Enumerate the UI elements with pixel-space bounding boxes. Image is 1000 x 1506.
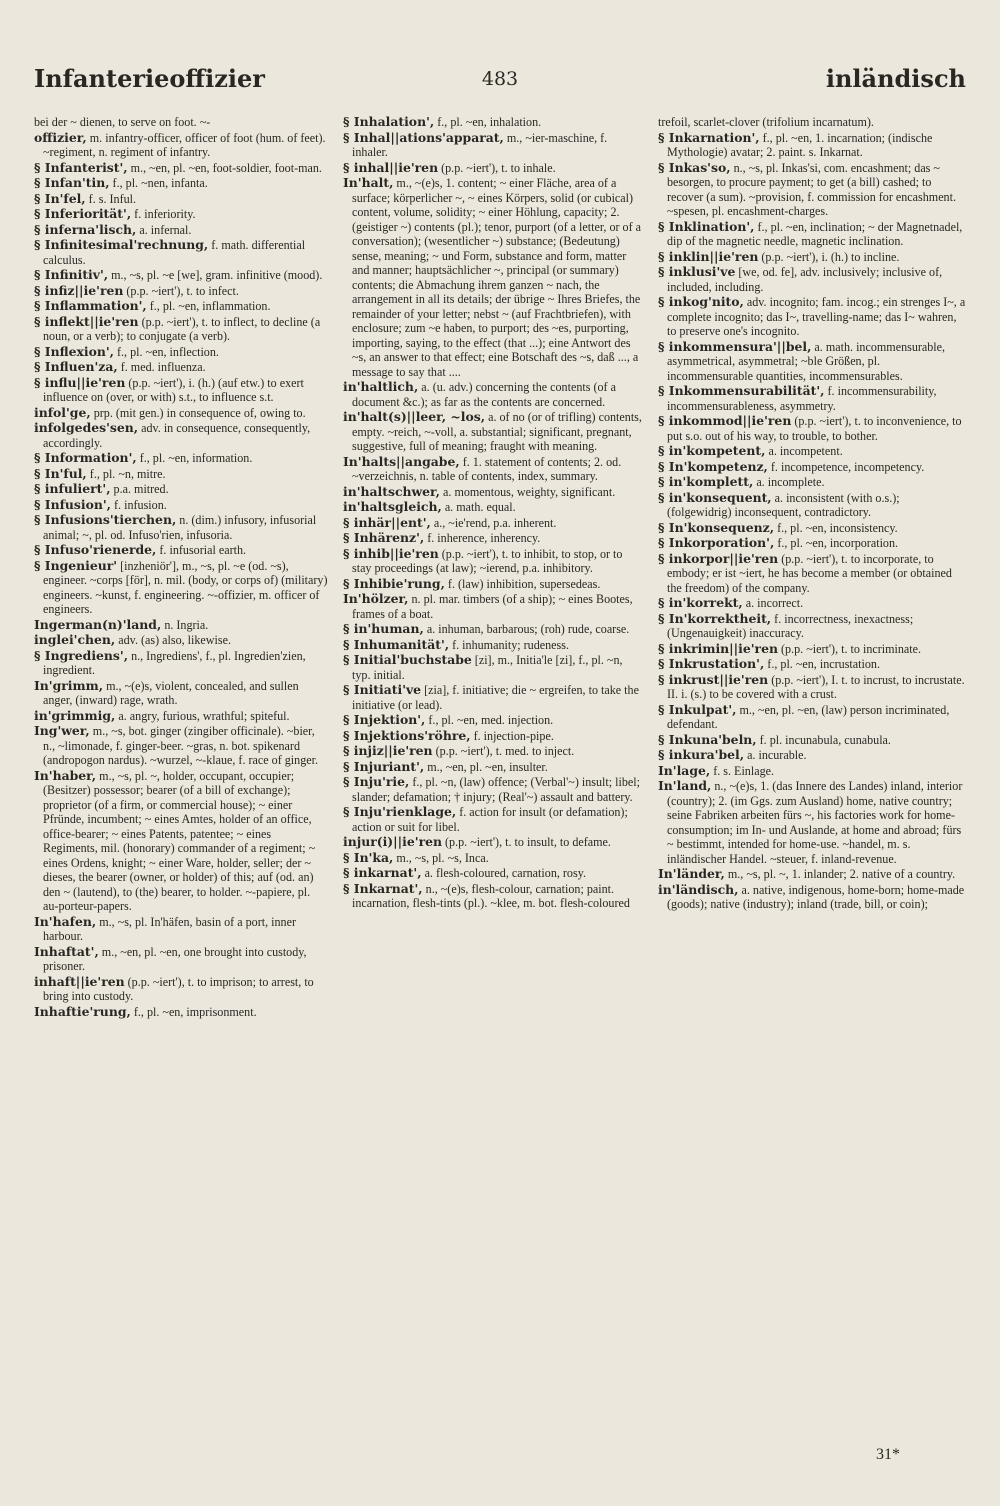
entry-definition: f., pl. ~nen, infanta. [112, 176, 208, 190]
entry-definition: m., ~s, pl. ~s, Inca. [396, 850, 489, 865]
dictionary-entry [34, 975, 328, 1004]
entry-definition: f. pl. incunabula, cunabula. [759, 732, 891, 747]
entry-headword: § In'kompetenz, [658, 458, 768, 474]
dictionary-entry [658, 220, 966, 249]
entry-definition: [we, od. fe], adv. inclusively; inclusive of, included, including. [667, 265, 943, 294]
entry-definition: p.a. mitred. [113, 482, 169, 496]
entry-definition: f. s. Einlage. [713, 763, 775, 778]
dictionary-entry [343, 882, 643, 911]
entry-headword: § injiz||ie'ren [343, 743, 433, 758]
entry-headword: § influ||ie'ren [34, 374, 126, 390]
dictionary-entry [658, 733, 966, 748]
entry-headword: § Inkrustation', [658, 656, 765, 671]
entry-definition: m., ~(e)s, 1. content; ~ einer Fläche, area of a surface; körperlicher ~, ~ eines Körpers, solid (or cubical) content, volume, solidity; ~ einer Höhlung, capacity; 2. (geistiger ~) contents (pl.); tenor, purport (of a letter, or of a conversation); (wesentlicher ~) substance; (Bedeutung) sense, meaning; ~ und Form, substance and form, matter and manner; hauptsächlicher ~, principal (or summary) contents; die Abmachung ihrem ganzen ~ nach, the arrangement in all its details; der übrige ~ Ihres Briefes, the remainder of your letter; nebst ~ (auf Frachtbriefen), with enclosure; zum ~e haben, to purport; des ~es, purporting, importing, saying, to the effect (that ...); eine Antwort des ~s, an answer to that effect; eine Botschaft des ~s, daß ..., a message to say that .... [352, 176, 642, 379]
entry-headword: § Inflexion', [34, 343, 114, 359]
dictionary-entry [343, 380, 643, 409]
entry-definition: (p.p. ~iert'), t. to incriminate. [781, 641, 922, 656]
entry-definition: f., pl. ~en, inclination; ~ der Magnetnadel, dip of the magnetic needle, magnetic inclination. [667, 219, 963, 248]
entry-definition: a. math. incommensurable, asymmetrical, asymmetral; ~ble Größen, pl. incommensurable quantities, incommensurables. [667, 339, 946, 383]
column-2 [343, 115, 643, 1445]
entry-headword: § inhär||ent', [343, 514, 431, 530]
dictionary-entry [343, 805, 643, 834]
dictionary-entry [34, 376, 328, 405]
entry-definition: f. inferiority. [134, 207, 196, 221]
entry-definition: (p.p. ~iert'), t. to inhale. [441, 160, 556, 175]
entry-definition: f. med. influenza. [120, 360, 206, 374]
entry-definition: (p.p. ~iert'), i. (h.) to incline. [761, 249, 900, 264]
entry-headword: § Inju'rie, [343, 774, 410, 789]
entry-definition: f. injection-pipe. [473, 728, 554, 743]
dictionary-entry [343, 161, 643, 176]
entry-headword: § Initiati've [343, 682, 422, 697]
entry-headword: § inkrust||ie'ren [658, 671, 769, 687]
entry-definition: (p.p. ~iert'), t. to inconvenience, to put s.o. out of his way, to trouble, to bother. [667, 414, 962, 443]
entry-definition: n. (dim.) infusory, infusorial animal; ~, pl. od. Infuso'rien, infusoria. [43, 513, 317, 542]
dictionary-entry [34, 467, 328, 482]
entry-definition: m., ~en, pl. ~en, foot-soldier, foot-man. [130, 160, 322, 175]
entry-definition: f. 1. statement of contents; 2. od. ~verzeichnis, n. table of contents, index, summary. [352, 454, 622, 483]
entry-headword: § Ingrediens', [34, 647, 129, 663]
dictionary-entry [343, 866, 643, 881]
dictionary-entry [34, 543, 328, 558]
dictionary-entry [34, 679, 328, 708]
signature-mark: 31* [876, 1446, 900, 1463]
entry-definition: (p.p. ~iert'), t. to imprison; to arrest, to bring into custody. [43, 974, 314, 1003]
dictionary-entry [34, 482, 328, 497]
entry-headword: § Inferiorität', [34, 206, 132, 221]
entry-definition: a. math. equal. [444, 500, 516, 514]
dictionary-entry [343, 485, 643, 500]
entry-headword: Inhaftat', [34, 943, 99, 959]
entry-headword: § inhib||ie'ren [343, 545, 439, 561]
dictionary-entry [343, 653, 643, 682]
entry-definition: prp. (mit gen.) in consequence of, owing to. [93, 405, 306, 420]
column-3 [658, 115, 966, 1445]
entry-definition: f. inherence, inherency. [427, 531, 541, 545]
dictionary-entry [34, 115, 328, 130]
dictionary-entry [34, 421, 328, 450]
entry-definition: a. of no (or of trifling) contents, empty. ~reich, ~-voll, a. substantial; significant, pregnant, suggestive, full of meaning; fraught with meaning. [352, 410, 642, 453]
running-head-left: Infanterieoffizier [34, 64, 265, 93]
entry-definition: a. inhuman, barbarous; (roh) rude, coarse. [426, 622, 630, 636]
entry-definition: a. infernal. [139, 222, 192, 237]
dictionary-entry [34, 769, 328, 914]
entry-headword: in'grimmig, [34, 707, 116, 723]
entry-headword: § Infusions'tierchen, [34, 512, 177, 527]
dictionary-entry [343, 729, 643, 744]
entry-headword: § Inkuna'beln, [658, 731, 757, 747]
entry-definition: a. (u. adv.) concerning the contents (of a document &c.); as far as the contents are concerned. [352, 380, 616, 409]
entry-headword: offizier, [34, 129, 87, 145]
entry-headword: § Inhalation', [343, 115, 435, 129]
dictionary-entry [658, 748, 966, 763]
entry-headword: § inkrimin||ie'ren [658, 640, 778, 656]
entry-headword: In'hafen, [34, 913, 97, 929]
dictionary-entry [34, 451, 328, 466]
dictionary-entry [34, 513, 328, 542]
entry-definition: (p.p. ~iert'), t. to insult, to defame. [445, 835, 611, 849]
entry-headword: In'land, [658, 778, 712, 793]
entry-definition: m., ~en, pl. ~en, (law) person incriminated, defendant. [667, 702, 950, 731]
dictionary-entry [658, 414, 966, 443]
entry-definition: adv. incognito; fam. incog.; ein strenges I~, a complete incognito; das I~, travelling-name; das I~ wahren, to preserve one's incognito. [667, 295, 966, 338]
entry-headword: § Injuriant', [343, 758, 425, 774]
entry-headword: § in'konsequent, [658, 489, 772, 505]
entry-definition: (p.p. ~iert'), t. med. to inject. [435, 744, 575, 758]
entry-definition: n., Ingrediens', f., pl. Ingredien'zien, ingredient. [43, 648, 306, 677]
dictionary-entry [658, 657, 966, 672]
entry-definition: a. momentous, weighty, significant. [443, 484, 616, 499]
entry-definition: f., pl. ~en, inhalation. [437, 115, 542, 129]
dictionary-entry [658, 384, 966, 413]
entry-definition: m., ~en, pl. ~en, one brought into custody, prisoner. [43, 944, 307, 973]
dictionary-entry [34, 649, 328, 678]
dictionary-entry [658, 612, 966, 641]
entry-headword: § Inflammation', [34, 298, 147, 313]
entry-definition: f. inhumanity; rudeness. [452, 637, 569, 652]
entry-headword: § In'korrektheit, [658, 610, 772, 626]
entry-definition: bei der ~ dienen, to serve on foot. ~- [34, 115, 211, 129]
entry-headword: § Influen'za, [34, 359, 118, 374]
entry-headword: in'ländisch, [658, 881, 739, 897]
entry-definition: f. (law) inhibition, supersedeas. [447, 576, 601, 591]
entry-headword: Inhaftie'rung, [34, 1003, 131, 1019]
dictionary-entry [34, 268, 328, 283]
entry-definition: f., pl. ~n, mitre. [89, 466, 166, 481]
entry-headword: § Inkas'so, [658, 159, 731, 175]
entry-definition: f., pl. ~en, inconsistency. [777, 520, 898, 535]
entry-definition: n., ~(e)s, 1. (das Innere des Landes) inland, interior (country); 2. (im Ggs. zum Ausland) home, native country; seine Fabriken arbeiten fürs ~, his factories work for home-consumption; im In- und Auslande, at home and abroad; fürs ~ bestimmt, intended for home-use. ~handel, m. s. inländischer Handel. ~steuer, f. inland-revenue. [667, 779, 963, 866]
entry-definition: f., pl. ~n, (law) offence; (Verbal'~) insult; libel; slander; defamation; † injury; (Real'~) assault and battery. [352, 775, 640, 804]
entry-definition: f., pl. ~en, inflection. [117, 344, 219, 359]
entry-definition: f. incommensurability, incommensurableness, asymmetry. [667, 384, 937, 413]
entry-definition: m., ~s, pl. In'häfen, basin of a port, inner harbour. [43, 914, 297, 943]
entry-definition: a. incompetent. [768, 444, 843, 458]
entry-definition: m., ~ier-maschine, f. inhaler. [352, 130, 608, 159]
entry-headword: § Infuso'rienerde, [34, 542, 157, 557]
entry-definition: m., ~s, pl. ~e [we], gram. infinitive (mood). [111, 268, 323, 282]
entry-definition: f., pl. ~en, imprisonment. [133, 1004, 257, 1019]
entry-headword: § in'komplett, [658, 474, 754, 489]
entry-headword: § inkommod||ie'ren [658, 413, 792, 428]
dictionary-entry [658, 867, 966, 882]
dictionary-entry [34, 223, 328, 238]
entry-headword: § in'human, [343, 621, 424, 636]
entry-headword: infol'ge, [34, 404, 91, 420]
entry-headword: inglei'chen, [34, 632, 116, 647]
dictionary-entry [658, 265, 966, 294]
entry-headword: § in'korrekt, [658, 595, 743, 610]
entry-headword: § In'ful, [34, 465, 87, 481]
entry-headword: § Inhal||ations'apparat, [343, 129, 504, 145]
entry-definition: (p.p. ~iert'), I. t. to incrust, to incrustate. II. i. (s.) to be covered with a crust. [667, 672, 965, 701]
dictionary-entry [343, 713, 643, 728]
entry-headword: § inflekt||ie'ren [34, 313, 139, 329]
dictionary-entry [658, 536, 966, 551]
entry-headword: § Inklination', [658, 218, 755, 234]
entry-headword: § infuliert', [34, 481, 111, 496]
dictionary-entry [343, 176, 643, 379]
dictionary-entry [343, 744, 643, 759]
dictionary-entry [658, 673, 966, 702]
dictionary-entry [658, 161, 966, 219]
dictionary-entry [658, 883, 966, 912]
entry-definition: f. infusion. [114, 497, 167, 512]
entry-headword: § Initial'buchstabe [343, 652, 472, 667]
entry-headword: § Infanterist', [34, 159, 128, 175]
entry-headword: § Inhibie'rung, [343, 575, 445, 591]
running-head-right: inländisch [825, 64, 966, 93]
entry-definition: (p.p. ~iert'), t. to inflect, to decline (a noun, or a verb); to conjugate (a verb). [43, 314, 321, 343]
entry-definition: m. infantry-officer, officer of foot (hum. of feet). ~regiment, n. regiment of infantry. [43, 130, 326, 159]
entry-definition: a. native, indigenous, home-born; home-made (goods); native (industry); inland (trade, bill, or coin); [667, 882, 965, 911]
entry-headword: § In'ka, [343, 849, 394, 865]
entry-headword: § Inkulpat', [658, 701, 737, 717]
entry-headword: in'haltsgleich, [343, 499, 442, 514]
dictionary-entry [34, 1005, 328, 1020]
dictionary-entry [34, 360, 328, 375]
dictionary-entry [343, 516, 643, 531]
dictionary-entry [34, 299, 328, 314]
entry-definition: (p.p. ~iert'), t. to infect. [126, 283, 239, 298]
entry-definition: f., pl. ~en, inflammation. [149, 299, 271, 313]
entry-headword: § inkarnat', [343, 865, 422, 880]
dictionary-entry [34, 559, 328, 617]
entry-headword: § Infan'tin, [34, 175, 110, 190]
entry-headword: In'halt, [343, 175, 394, 190]
entry-headword: infolgedes'sen, [34, 420, 139, 435]
entry-definition: n. Ingria. [164, 617, 209, 632]
dictionary-entry [34, 945, 328, 974]
dictionary-entry [343, 115, 643, 130]
dictionary-entry [343, 638, 643, 653]
entry-definition: f. math. differential calculus. [43, 238, 306, 267]
entry-headword: § Inkommensurabilität', [658, 383, 825, 398]
dictionary-entry [34, 284, 328, 299]
dictionary-entry [658, 475, 966, 490]
entry-headword: § inklusi've [658, 264, 736, 279]
entry-headword: § Ingenieur' [34, 557, 118, 573]
entry-headword: § Infinitiv', [34, 267, 109, 282]
dictionary-entry [658, 779, 966, 866]
dictionary-entry [658, 596, 966, 611]
entry-definition: (p.p. ~iert'), t. to inhibit, to stop, or to stay proceedings (at law); ~ierend, p.a. inhibitory. [352, 546, 623, 575]
dictionary-entry [34, 618, 328, 633]
dictionary-entry [34, 161, 328, 176]
dictionary-entry [658, 460, 966, 475]
dictionary-entry [343, 835, 643, 850]
dictionary-entry [658, 552, 966, 596]
entry-headword: § Inkarnat', [343, 880, 423, 896]
entry-headword: § Infusion', [34, 496, 111, 512]
dictionary-entry [34, 724, 328, 768]
entry-definition: f. action for insult (or defamation); action or suit for libel. [352, 805, 628, 834]
entry-headword: Ing'wer, [34, 723, 90, 738]
dictionary-entry [658, 115, 966, 130]
entry-headword: § inkura'bel, [658, 747, 745, 762]
entry-headword: § infiz||ie'ren [34, 282, 124, 298]
entry-headword: § Inhumanität', [343, 636, 450, 652]
dictionary-entry [658, 131, 966, 160]
entry-headword: § inhal||ie'ren [343, 159, 439, 175]
dictionary-entry [658, 250, 966, 265]
entry-definition: a. incomplete. [756, 475, 825, 489]
entry-definition: f., pl. ~en, incorporation. [777, 536, 899, 550]
entry-definition: [zi], m., Initia'le [zi], f., pl. ~n, typ. initial. [352, 653, 623, 682]
column-1 [34, 115, 328, 1445]
dictionary-entry [658, 642, 966, 657]
entry-headword: In'haber, [34, 767, 97, 783]
dictionary-entry [34, 131, 328, 160]
dictionary-entry [34, 207, 328, 222]
entry-definition: f. infusorial earth. [159, 543, 247, 557]
dictionary-entry [34, 192, 328, 207]
entry-definition: f., pl. ~en, med. injection. [428, 713, 554, 727]
dictionary-entry [34, 176, 328, 191]
dictionary-entry [658, 521, 966, 536]
dictionary-entry [34, 709, 328, 724]
entry-definition: (p.p. ~iert'), i. (h.) (auf etw.) to exert influence on (over, or with) s.t., to influence s.t. [43, 375, 304, 404]
dictionary-entry [34, 315, 328, 344]
dictionary-entry [343, 760, 643, 775]
entry-headword: § inkog'nito, [658, 294, 744, 309]
dictionary-entry [343, 622, 643, 637]
entry-definition: adv. in consequence, consequently, accordingly. [43, 421, 311, 450]
dictionary-entry [658, 295, 966, 339]
entry-headword: in'halt(s)||leer, ~los, [343, 409, 486, 424]
entry-headword: § In'fel, [34, 190, 86, 206]
entry-definition: f. incompetence, incompetency. [770, 459, 925, 474]
entry-headword: § Inkarnation', [658, 129, 760, 145]
entry-definition: a. incorrect. [745, 596, 804, 610]
dictionary-entry [34, 498, 328, 513]
entry-headword: § Information', [34, 450, 137, 465]
dictionary-entry [34, 406, 328, 421]
entry-definition: a. angry, furious, wrathful; spiteful. [118, 708, 290, 723]
entry-definition: adv. (as) also, likewise. [118, 633, 231, 647]
dictionary-entry [343, 531, 643, 546]
entry-definition: m., ~s, pl. ~, 1. inlander; 2. native of a country. [727, 867, 956, 881]
entry-headword: § Injektions'röhre, [343, 727, 471, 743]
entry-definition: trefoil, scarlet-clover (trifolium incarnatum). [658, 115, 874, 129]
entry-headword: in'haltschwer, [343, 483, 440, 499]
dictionary-entry [343, 577, 643, 592]
dictionary-entry [34, 238, 328, 267]
entry-headword: Ingerman(n)'land, [34, 616, 162, 632]
entry-headword: § Injektion', [343, 712, 426, 727]
dictionary-entry [343, 131, 643, 160]
entry-definition: a. inconsistent (with o.s.); (folgewidrig) inconsequent, contradictory. [667, 490, 900, 519]
entry-headword: in'haltlich, [343, 379, 419, 394]
entry-definition: n., ~(e)s, flesh-colour, carnation; paint. incarnation, flesh-tints (pl.). ~klee, m. bot. flesh-coloured [352, 881, 630, 910]
entry-headword: § Inju'rienklage, [343, 804, 457, 819]
entry-definition: m., ~(e)s, violent, concealed, and sullen anger, (inward) rage, wrath. [43, 678, 299, 707]
dictionary-entry [343, 410, 643, 454]
entry-headword: injur(i)||ie'ren [343, 834, 442, 849]
entry-definition: [zia], f. initiative; die ~ ergreifen, to take the initiative (or lead). [352, 683, 639, 712]
dictionary-entry [658, 703, 966, 732]
entry-headword: In'länder, [658, 866, 725, 881]
entry-definition: f. incorrectness, inexactness; (Ungenauigkeit) inaccuracy. [667, 611, 914, 640]
entry-headword: § In'konsequenz, [658, 519, 775, 535]
entry-definition: n., ~s, pl. Inkas'si, com. encashment; das ~ besorgen, to procure payment; to get (a bill) cashed; to recover (a sum). ~provision, f. commission for encashment. ~spesen, pl. encashment-charges. [667, 160, 956, 218]
dictionary-entry [658, 764, 966, 779]
dictionary-entry [34, 915, 328, 944]
entry-headword: In'halts||angabe, [343, 453, 460, 469]
dictionary-entry [343, 592, 643, 621]
entry-headword: § Infinitesimal'rechnung, [34, 237, 209, 252]
dictionary-entry [343, 500, 643, 515]
dictionary-entry [343, 547, 643, 576]
dictionary-entry [343, 683, 643, 712]
entry-definition: m., ~s, bot. ginger (zingiber officinale). ~bier, n., ~limonade, f. ginger-beer. ~gras, n. bot. spikenard (andropogon nardus). ~wurzel, ~-klaue, f. race of ginger. [43, 724, 319, 767]
entry-definition: n. pl. mar. timbers (of a ship); ~ eines Bootes, frames of a boat. [352, 592, 633, 621]
entry-headword: In'grimm, [34, 677, 104, 693]
entry-definition: f., pl. ~en, incrustation. [767, 657, 880, 671]
entry-definition: m., ~s, pl. ~, holder, occupant, occupier; (Besitzer) possessor; bearer (of a bill of exchange); proprietor (of a firm, or commercial house); ~ einer Pfründe, incumbent; ~ eines Amtes, holder of an office, office-bearer; ~ eines Patents, patentee; ~ eines Regiments, mil. (honorary) commander of a regiment; ~ eines Ordens, knight; ~ einer Ware, holder, seller; der ~ dieses, the bearer (owner, or holder) of this; auf (od. an) den ~ (lautend), to (the) bearer, to holder. ~-papiere, pl. au-porteur-papers. [43, 768, 316, 913]
entry-headword: § inkommensura'||bel, [658, 338, 812, 354]
dictionary-entry [658, 444, 966, 459]
dictionary-entry [658, 491, 966, 520]
dictionary-entry [34, 345, 328, 360]
entry-headword: § inklin||ie'ren [658, 248, 759, 264]
entry-definition: a. flesh-coloured, carnation, rosy. [424, 866, 586, 880]
entry-definition: m., ~en, pl. ~en, insulter. [427, 759, 548, 774]
entry-definition: f., pl. ~en, information. [139, 451, 253, 465]
entry-definition: a. incurable. [747, 748, 807, 762]
page-header [34, 64, 966, 98]
dictionary-entry [658, 340, 966, 384]
page-number: 483 [481, 68, 519, 90]
entry-headword: § in'kompetent, [658, 443, 766, 458]
dictionary-entry [34, 633, 328, 648]
entry-definition: [inzheniör'], m., ~s, pl. ~e (od. ~s), engineer. ~corps [för], n. mil. (body, or corps of) (military) engineers. ~kunst, f. engineering. ~-offizier, m. officer of engineers. [43, 558, 328, 616]
entry-headword: § Inhärenz', [343, 530, 425, 545]
entry-headword: § inkorpor||ie'ren [658, 550, 779, 566]
entry-definition: (p.p. ~iert'), t. to incorporate, to embody; er ist ~iert, he has become a member (or obtained the freedom) of the company. [667, 551, 952, 595]
entry-headword: In'lage, [658, 762, 711, 778]
dictionary-entry [343, 851, 643, 866]
entry-definition: f., pl. ~en, 1. incarnation; (indische Mythologie) avatar; 2. paint. s. Inkarnat. [667, 130, 933, 159]
entry-definition: a., ~ie'rend, p.a. inherent. [433, 515, 557, 530]
dictionary-entry [343, 775, 643, 804]
entry-headword: inhaft||ie'ren [34, 973, 125, 989]
dictionary-entry [343, 455, 643, 484]
entry-headword: In'hölzer, [343, 591, 409, 606]
entry-headword: § Inkorporation', [658, 535, 775, 550]
entry-headword: § inferna'lisch, [34, 221, 137, 237]
entry-definition: f. s. Inful. [88, 191, 137, 206]
